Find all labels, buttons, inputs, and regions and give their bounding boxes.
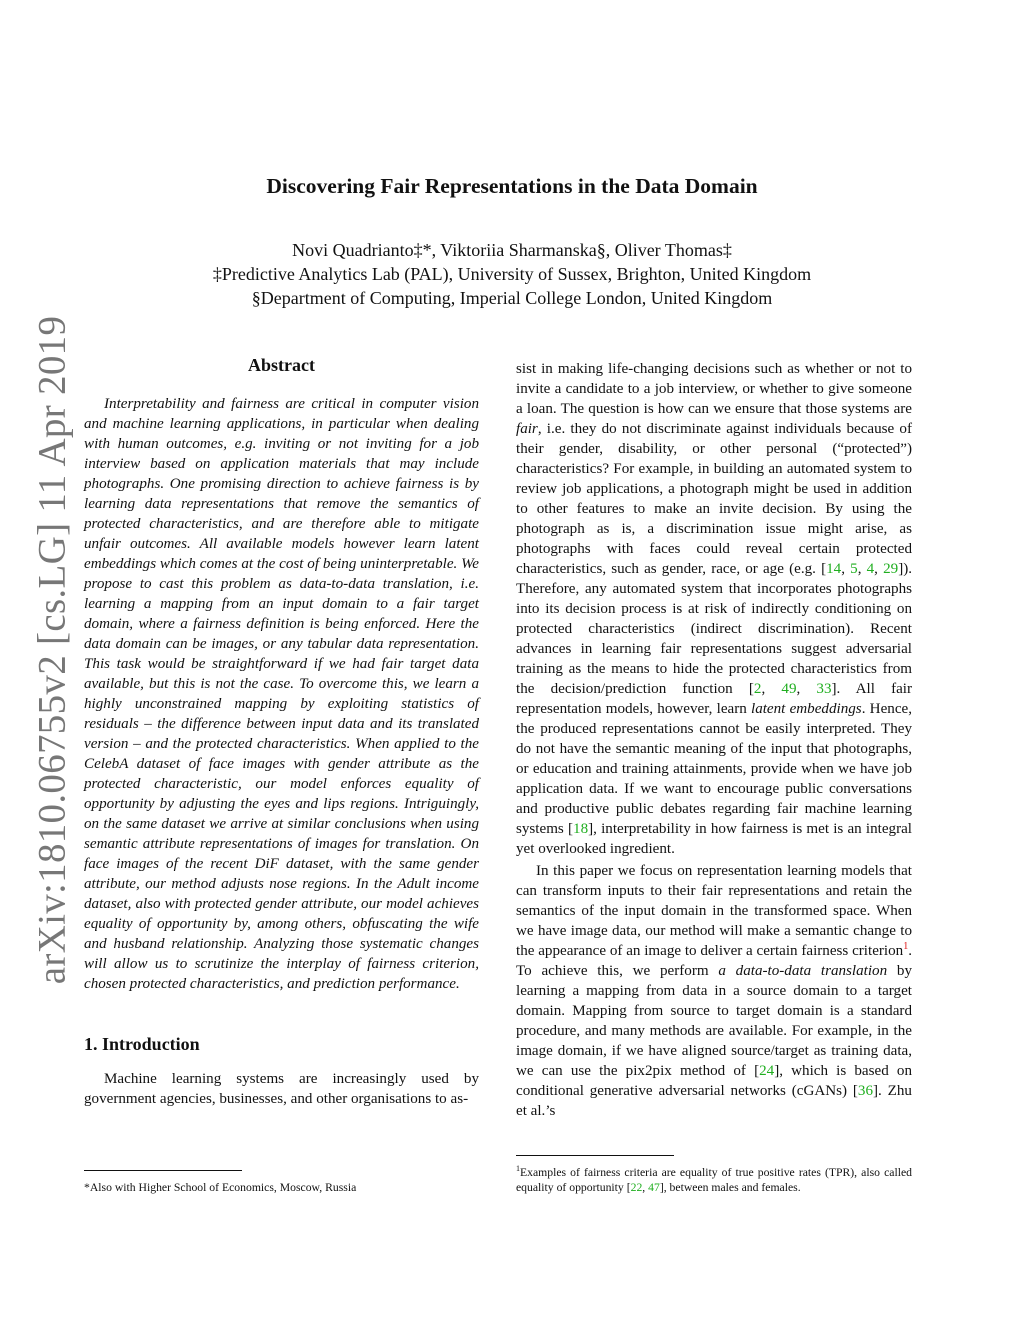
abstract-text: Interpretability and fairness are critical in computer vision and machine learning applications, in particular when dealing with human outcomes, e.g. inviting or not inviting for a job interview based on application materials that may include photographs. One promising direction to achieve fairness is by learning data representations that remove the semantics of protected characteristics, and are therefore able to mitigate unfair outcomes. All available models however learn latent embeddings which comes at the cost of being uninterpretable. We propose to cast this problem as data-to-data translation, i.e. learning a mapping from an input domain to a fair target domain, where a fairness definition is being enforced. Here the data domain can be images, or any tabular data representation. This task would be straightforward if we had fair target data available, but this is not the case. To overcome this, we learn a highly unconstrained mapping by exploiting statistics of residuals – the difference between input data and its translated version – and the protected characteristics. When applied to the CelebA dataset of face images with gender attribute as the protected characteristic, our model enforces equality of opportunity by adjusting the eyes and lips regions. Intriguingly, on the same dataset we arrive at similar conclusions when using semantic attribute representations of images for translation. On face images of the recent DiF dataset, with the same gender attribute, our method adjusts nose regions. In the Adult income dataset, also with protected gender attribute, our model achieves equality of opportunity by, among others, obfuscating the wife and husband relationship. Analyzing those systematic changes will allow us to scrutinize the interplay of fairness criterion, chosen protected characteristics, and prediction performance.	[84, 396, 479, 992]
paper-title: Discovering Fair Representations in the Data Domain	[266, 174, 758, 198]
intro-paragraph-1-start: Machine learning systems are increasingly used by government agencies, businesses, and other organisations to as-	[84, 1071, 479, 1107]
abstract-heading: Abstract	[248, 355, 315, 375]
footnote-right	[516, 1155, 912, 1195]
affiliation-2: §Department of Computing, Imperial College London, United Kingdom	[251, 288, 773, 308]
citation-link[interactable]: 18	[573, 821, 589, 837]
citation-link[interactable]: 47	[648, 1180, 660, 1194]
footnote-left-text: *Also with Higher School of Economics, Moscow, Russia	[84, 1181, 357, 1194]
footnote-number: 1	[516, 1164, 520, 1173]
arxiv-watermark: arXiv:1810.06755v2 [cs.LG] 11 Apr 2019	[30, 315, 74, 985]
citation-link[interactable]: 14	[826, 561, 842, 577]
citation-link[interactable]: 5	[850, 561, 858, 577]
citation-link[interactable]: 33	[816, 681, 832, 697]
citation-link[interactable]: 29	[883, 561, 899, 577]
footnote-rule-right	[516, 1155, 674, 1156]
footnote-right-text: $^1$Examples of fairness criteria are equality of true positive rates (TPR), also called equality of opportunity [22, 47], between males and females.	[516, 1164, 912, 1194]
citation-link[interactable]: 4	[866, 561, 875, 577]
intro-paragraph-2: In this paper we focus on representation learning models that can transform inputs to their fair representations and retain the semantics of the input domain in the transformed space. When we have image data, our method will make a semantic change to the appearance of an image to deliver a certain fairness criterion$^1$. To achieve this, we perform a data-to-data translation by learning a mapping from data in a source domain to a target domain. Mapping from source to target domain is a standard procedure, and many methods are available. For example, in the image domain, if we have aligned source/target as training data, we can use the pix2pix method of [24], which is based on conditional generative adversarial networks (cGANs) [36]. Zhu et al.’s	[516, 863, 913, 1119]
footnote-rule-left	[84, 1170, 242, 1171]
authors: Novi Quadrianto‡*, Viktoriia Sharmanska§, Oliver Thomas‡	[292, 240, 732, 260]
intro-paragraph-1-continued: sist in making life-changing decisions such as whether or not to invite a candidate to a job interview, or whether to give someone a loan. The question is how can we ensure that those systems are fair, i.e. they do not discriminate against individuals because of their gender, disability, or other personal (“protected”) characteristics? For example, in building an automated system to review job applications, a photograph might be used in addition to other features to make an invite decision. By using the photograph as is, a discrimination issue might arise, as photographs with faces could reveal certain protected characteristics, such as gender, race, or age (e.g. [14, 5, 4, 29]). Therefore, any automated system that incorporates photographs into its decision process is at risk of indirectly conditioning on protected characteristics (indirect discrimination). Recent advances in learning fair representations suggest adversarial training as the means to hide the protected characteristics from the decision/prediction function [2, 49, 33]. All fair representation models, however, learn latent embeddings. Hence, the produced representations cannot be easily interpreted. They do not have the semantic meaning of the input that photographs, or education and training attainments, provide when we have job application data. If we want to encourage public conversations and productive public debates regarding fair machine learning systems [18], interpretability in how fairness is met is an integral yet overlooked ingredient.	[516, 361, 913, 857]
footnote-left	[84, 1170, 479, 1195]
footnote-marker[interactable]: 1	[903, 940, 909, 952]
citation-link[interactable]: 24	[759, 1063, 775, 1079]
affiliation-1: ‡Predictive Analytics Lab (PAL), University of Sussex, Brighton, United Kingdom	[212, 264, 812, 284]
latent-emphasis: latent embeddings	[751, 701, 862, 717]
fair-emphasis: fair	[516, 421, 538, 437]
citation-link[interactable]: 49	[781, 681, 797, 697]
citation-link[interactable]: 36	[857, 1083, 874, 1099]
left-column	[84, 355, 479, 1109]
citation-link[interactable]: 2	[753, 681, 762, 697]
citation-link[interactable]: 22	[630, 1180, 643, 1194]
right-column	[516, 359, 912, 1121]
section-heading-introduction: 1. Introduction	[84, 1034, 200, 1054]
author-block	[0, 238, 1024, 310]
data-to-data-emphasis: a data-to-data translation	[718, 963, 888, 979]
